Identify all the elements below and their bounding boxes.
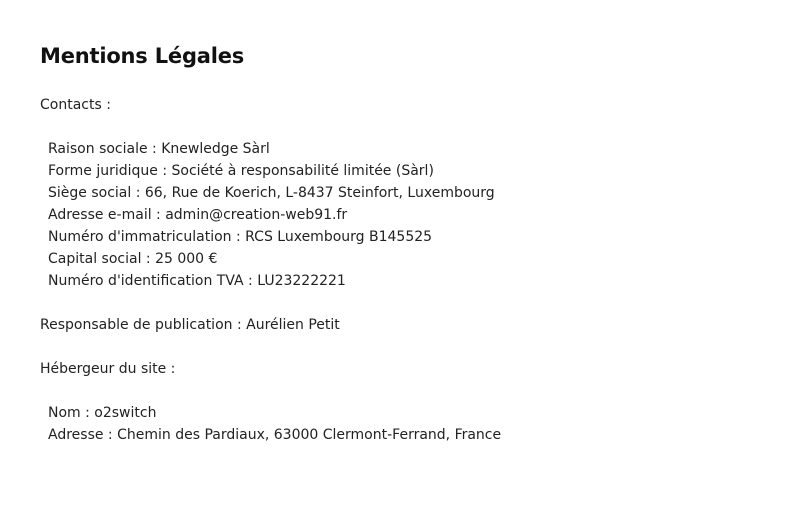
host-address: Adresse : Chemin des Pardiaux, 63000 Clermont-Ferrand, France: [48, 427, 502, 443]
spacer: [40, 116, 760, 138]
contact-company-name: Raison sociale : Knewledge Sàrl: [48, 141, 270, 157]
publication-manager: Responsable de publication : Aurélien Petit: [40, 317, 340, 333]
contact-share-capital: Capital social : 25 000 €: [48, 251, 218, 267]
host-name: Nom : o2switch: [48, 405, 157, 421]
contact-email: Adresse e-mail : admin@creation-web91.fr: [48, 207, 348, 223]
spacer: [40, 292, 760, 314]
spacer: [40, 336, 760, 358]
page-title: Mentions Légales: [40, 44, 245, 68]
contacts-heading: Contacts :: [40, 97, 111, 113]
contact-legal-form: Forme juridique : Société à responsabilité limitée (Sàrl): [48, 163, 434, 179]
contact-registration-number: Numéro d'immatriculation : RCS Luxembourg B145525: [48, 229, 433, 245]
contact-head-office: Siège social : 66, Rue de Koerich, L-8437 Steinfort, Luxembourg: [48, 185, 495, 201]
spacer: [40, 380, 760, 402]
spacer: [40, 70, 760, 94]
contact-vat-number: Numéro d'identification TVA : LU23222221: [48, 273, 346, 289]
hosting-heading: Hébergeur du site :: [40, 361, 176, 377]
